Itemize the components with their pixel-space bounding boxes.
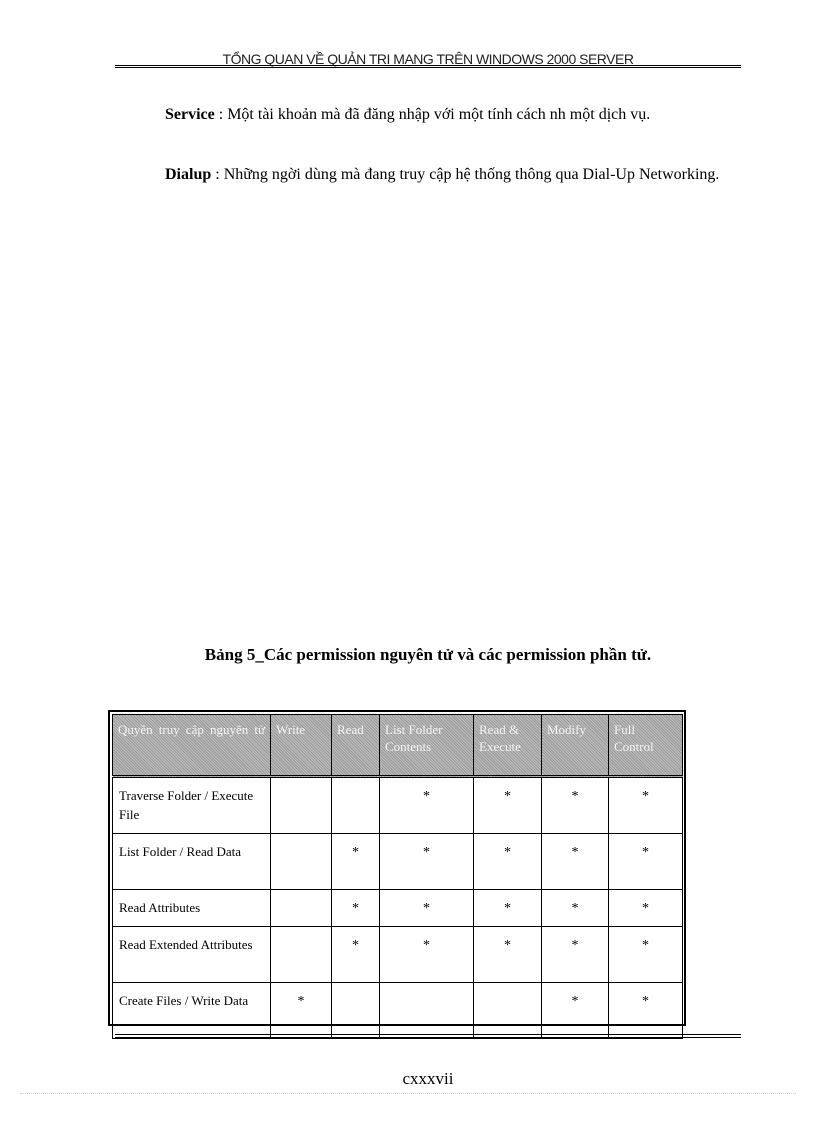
table-cell <box>271 927 332 983</box>
row-label: Create Files / Write Data <box>113 983 271 1039</box>
table-cell: * <box>542 890 609 927</box>
table-cell: * <box>332 927 380 983</box>
table-cell: * <box>332 834 380 890</box>
table-cell <box>271 890 332 927</box>
table-cell: * <box>380 834 474 890</box>
table-cell: * <box>609 777 683 834</box>
header-cell: Write <box>271 715 332 777</box>
table-row <box>113 927 683 983</box>
definition-service: : Một tài khoản mà đã đăng nhập với một tính cách nh một dịch vụ. <box>214 106 651 123</box>
paragraph-service <box>115 104 738 126</box>
header-cell: Full Control <box>609 715 683 777</box>
table-cell: * <box>542 983 609 1039</box>
table-cell: * <box>271 983 332 1039</box>
table-cell: * <box>609 927 683 983</box>
header-cell: List Folder Contents <box>380 715 474 777</box>
table-cell: * <box>609 983 683 1039</box>
header-cell: Quyền truy cập nguyên tử <box>113 715 271 777</box>
page-bottom-divider <box>20 1093 796 1094</box>
row-label: Traverse Folder / Execute File <box>113 777 271 834</box>
definition-dialup: : Những ngời dùng mà đang truy cập hệ thống thông qua Dial-Up Networking. <box>211 166 720 183</box>
row-label: Read Extended Attributes <box>113 927 271 983</box>
permission-table-frame <box>108 710 686 1026</box>
page-header-title: TỔNG QUAN VỀ QUẢN TRỊ MẠNG TRÊN WINDOWS 2000 SERVER <box>222 51 634 67</box>
permission-table <box>112 714 683 1039</box>
table-cell: * <box>609 890 683 927</box>
table-cell: * <box>332 890 380 927</box>
term-dialup: Dialup <box>165 166 212 183</box>
table-cell: * <box>542 777 609 834</box>
table-cell: * <box>542 834 609 890</box>
table-caption: Bảng 5_Các permission nguyên tử và các permission phần tử. <box>204 645 652 664</box>
table-cell: * <box>542 927 609 983</box>
paragraph-dialup <box>115 164 738 186</box>
table-cell: * <box>474 834 542 890</box>
header-cell: Read <box>332 715 380 777</box>
table-cell: * <box>474 777 542 834</box>
footer-rule <box>115 1034 741 1038</box>
table-cell <box>271 777 332 834</box>
row-label: Read Attributes <box>113 890 271 927</box>
table-cell: * <box>380 777 474 834</box>
table-cell <box>474 983 542 1039</box>
table-row <box>113 890 683 927</box>
table-row <box>113 834 683 890</box>
header-rule <box>115 65 741 68</box>
table-cell <box>332 983 380 1039</box>
row-label: List Folder / Read Data <box>113 834 271 890</box>
table-header-row <box>113 715 683 777</box>
table-cell <box>332 777 380 834</box>
page-number: cxxxvii <box>402 1069 454 1088</box>
header-cell: Read & Execute <box>474 715 542 777</box>
table-cell: * <box>609 834 683 890</box>
table-cell <box>271 834 332 890</box>
table-cell <box>380 983 474 1039</box>
table-cell: * <box>380 927 474 983</box>
table-cell: * <box>474 890 542 927</box>
header-cell: Modify <box>542 715 609 777</box>
table-cell: * <box>474 927 542 983</box>
table-row <box>113 777 683 834</box>
table-row <box>113 983 683 1039</box>
table-cell: * <box>380 890 474 927</box>
term-service: Service <box>165 106 215 123</box>
